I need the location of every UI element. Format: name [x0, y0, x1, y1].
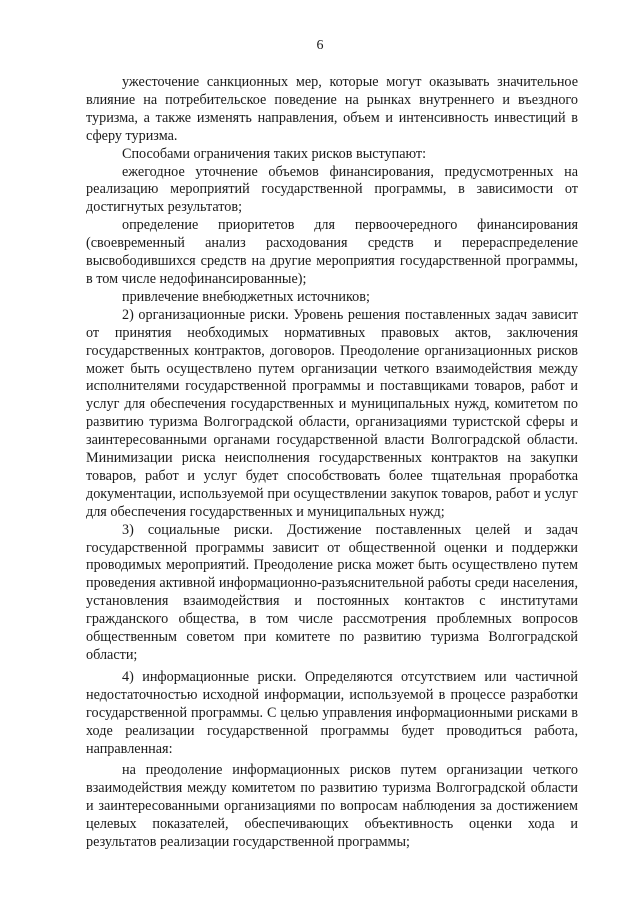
paragraph-risk-mitigation-intro: Способами ограничения таких рисков выступают: [122, 145, 427, 162]
paragraph-organizational-risks: 2) организационные риски. Уровень решения поставленных задач зависит от принятия необходимых нормативных правовых актов, заключения государственных контрактов, договоров. Преодоление организационных рисков может быть осуществлено путем организации четкого взаимодействия между исполнителями государственной программы и поставщиками товаров, работ и услуг для обеспечения государственных и муниципальных нужд, комитетом по развитию туризма Волгоградской области, организациями туристской сферы и заинтересованными органами государственной власти Волгоградской области. Минимизации риска неисполнения государственных контрактов на закупки товаров, работ и услуг будет способствовать более тщательная проработка документации, используемой при осуществлении закупок товаров, работ и услуг для обеспечения государственных и муниципальных нужд; [86, 306, 578, 520]
page-number: 6 [316, 38, 324, 53]
paragraph-funding-adjustment: ежегодное уточнение объемов финансирования, предусмотренных на реализацию мероприятий государственной программы, в зависимости от достигнутых результатов; [86, 163, 578, 216]
paragraph-sanctions: ужесточение санкционных мер, которые могут оказывать значительное влияние на потребительское поведение на рынках внутреннего и въездного туризма, а также изменять направления, объем и интенсивность инвестиций в сферу туризма. [86, 74, 578, 144]
paragraph-information-risks: 4) информационные риски. Определяются отсутствием или частичной недостаточностью исходной информации, используемой в процессе разработки государственной программы. С целью управления информационными рисками в ходе реализации государственной программы будет проводиться работа, направленная: [86, 668, 578, 757]
document-body [86, 74, 578, 852]
paragraph-funding-priorities: определение приоритетов для первоочередного финансирования (своевременный анализ расходования средств и перераспределение высвободившихся средств на другие мероприятия государственной программы, в том числе недофинансированные); [86, 217, 578, 287]
paragraph-extrabudgetary-sources: привлечение внебюджетных источников; [122, 288, 370, 305]
paragraph-information-risk-measures: на преодоление информационных рисков путем организации четкого взаимодействия между комитетом по развитию туризма Волгоградской области и заинтересованными организациями по вопросам наблюдения за достижением целевых показателей, обеспечивающих объективность оценки хода и результатов реализации государственной программы; [86, 762, 578, 851]
paragraph-social-risks: 3) социальные риски. Достижение поставленных целей и задач государственной программы зависит от общественной оценки и поддержки проводимых мероприятий. Преодоление риска может быть осуществлено путем проведения активной информационно-разъяснительной работы среди населения, установления взаимодействия и постоянных контактов с институтами гражданского общества, в том числе рассмотрения проблемных вопросов общественным советом при комитете по развитию туризма Волгоградской области; [86, 521, 578, 663]
